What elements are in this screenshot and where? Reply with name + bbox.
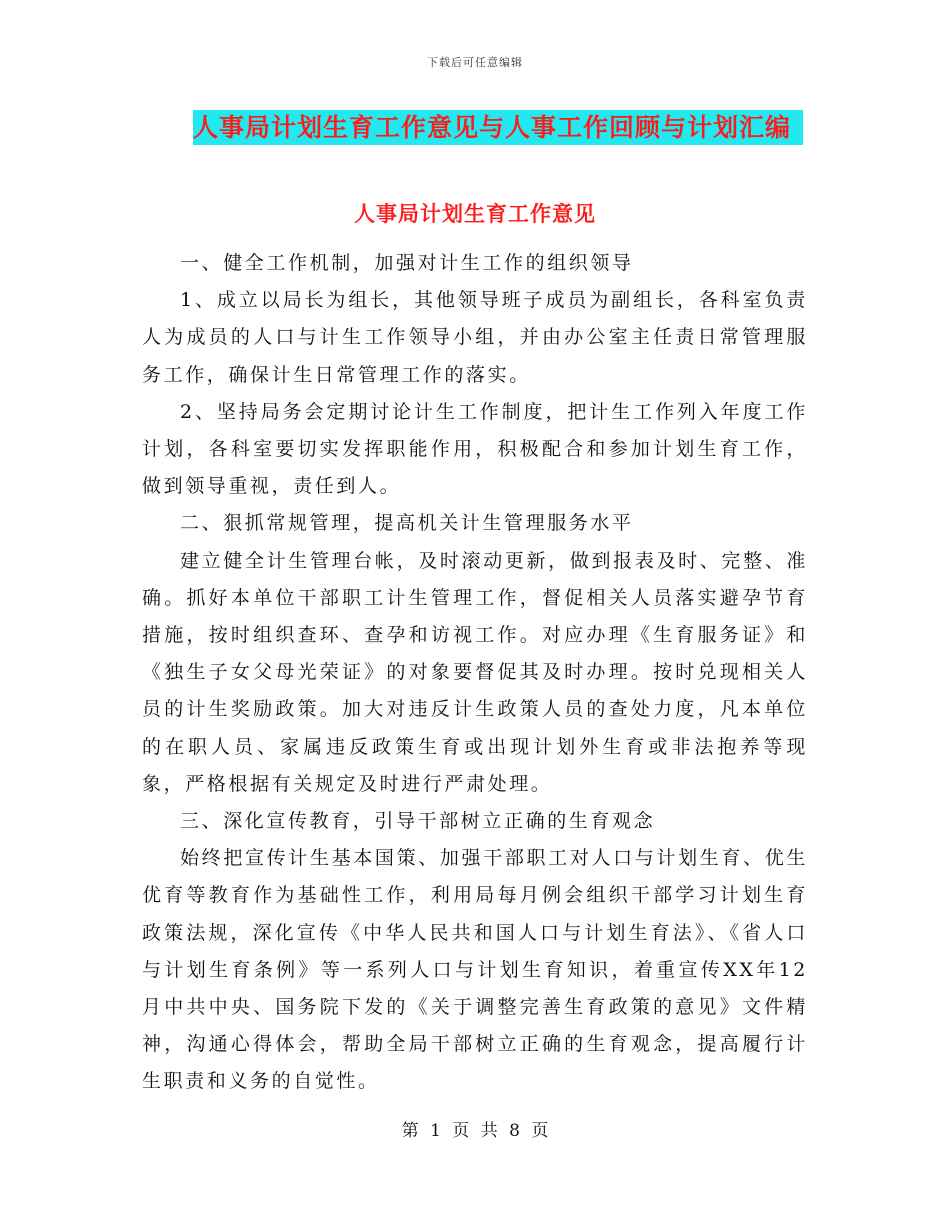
document-body <box>142 245 808 1101</box>
page-footer: 第 1 页 共 8 页 <box>401 1121 549 1141</box>
heading-3: 三、深化宣传教育，引导干部树立正确的生育观念 <box>180 810 656 833</box>
section-title: 人事局计划生育工作意见 <box>354 201 596 226</box>
document-title: 人事局计划生育工作意见与人事工作回顾与计划汇编 <box>193 110 803 145</box>
paragraph-3: 建立健全计生管理台帐，及时滚动更新，做到报表及时、完整、准确。抓好本单位干部职工计生管理工作，督促相关人员落实避孕节育措施，按时组织查环、查孕和访视工作。对应办理《生育服务证》和《独生子女父母光荣证》的对象要督促其及时办理。按时兑现相关人员的计生奖励政策。加大对违反计生政策人员的查处力度，凡本单位的在职人员、家属违反政策生育或出现计划外生育或非法抱养等现象，严格根据有关规定及时进行严肃处理。 <box>142 549 808 795</box>
paragraph-1: 1、成立以局长为组长，其他领导班子成员为副组长，各科室负责人为成员的人口与计生工作领导小组，并由办公室主任责日常管理服务工作，确保计生日常管理工作的落实。 <box>142 289 808 386</box>
header-note: 下载后可任意编辑 <box>427 56 523 69</box>
heading-1: 一、健全工作机制，加强对计生工作的组织领导 <box>180 252 634 274</box>
paragraph-2: 2、坚持局务会定期讨论计生工作制度，把计生工作列入年度工作计划，各科室要切实发挥职能作用，积极配合和参加计划生育工作，做到领导重视，责任到人。 <box>142 400 808 498</box>
paragraph-4: 始终把宣传计生基本国策、加强干部职工对人口与计划生育、优生优育等教育作为基础性工作，利用局每月例会组织干部学习计划生育政策法规，深化宣传《中华人民共和国人口与计划生育法》、《省人口与计划生育条例》等一系列人口与计划生育知识，着重宣传XX年12月中共中央、国务院下发的《关于调整完善生育政策的意见》文件精神，沟通心得体会，帮助全局干部树立正确的生育观念，提高履行计生职责和义务的自觉性。 <box>142 847 808 1093</box>
heading-2: 二、狠抓常规管理，提高机关计生管理服务水平 <box>180 512 634 535</box>
